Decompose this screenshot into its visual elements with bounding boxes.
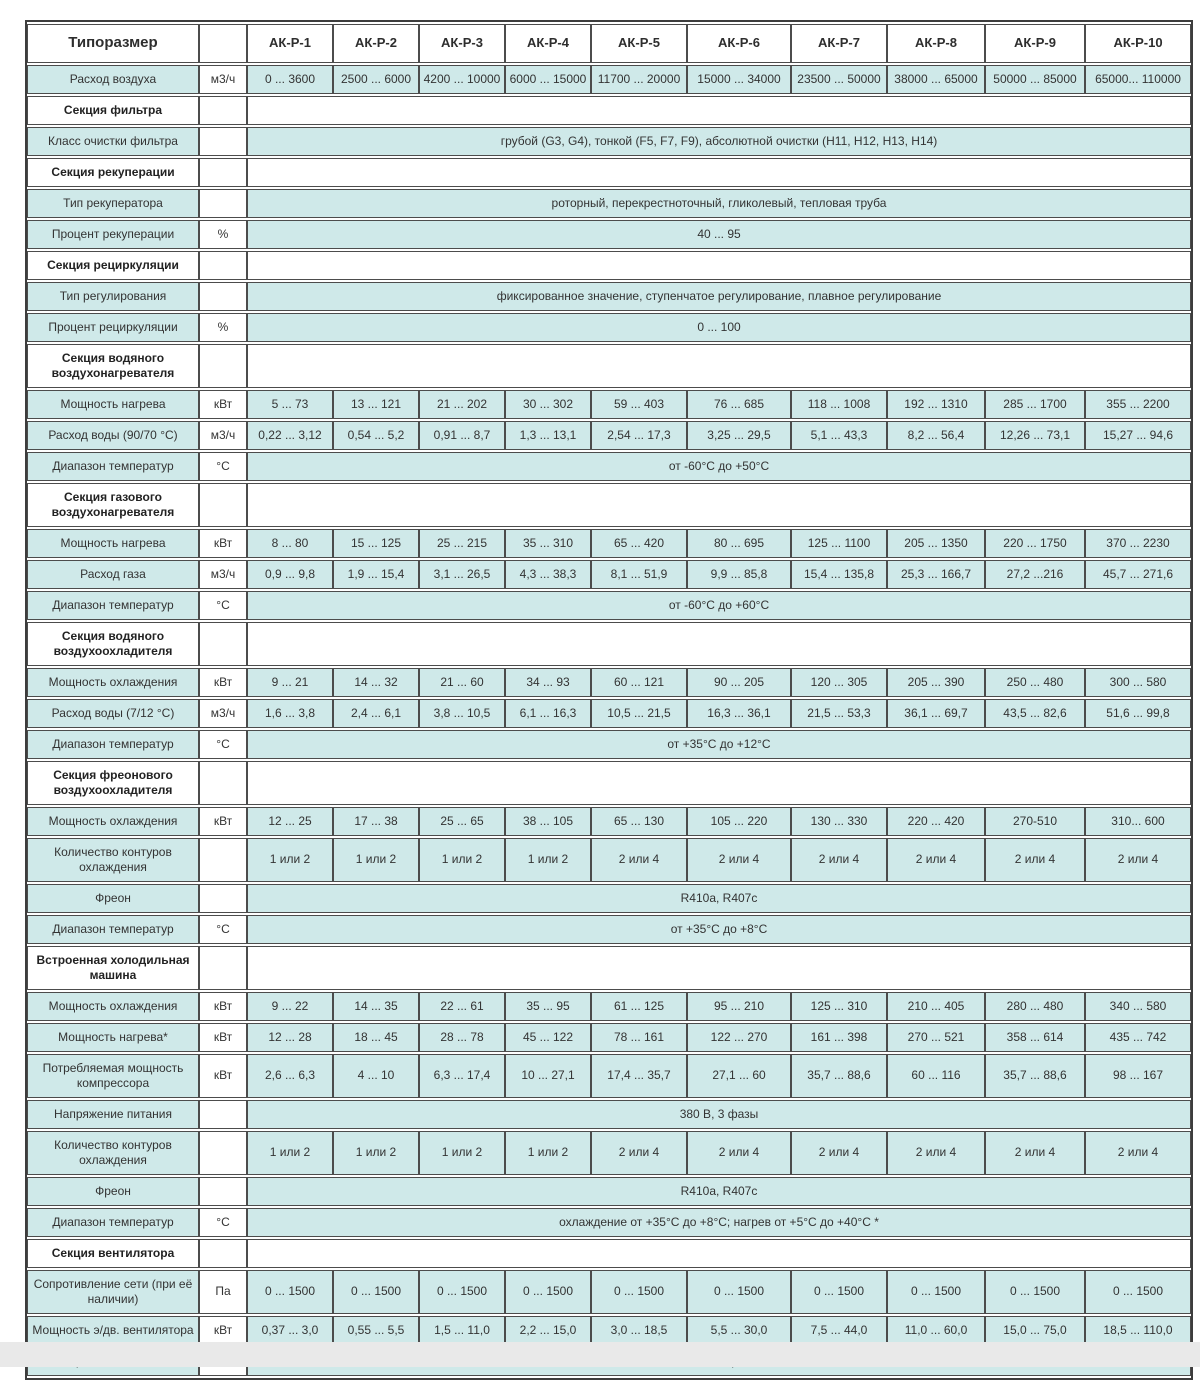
cell-value: 125 ... 310 xyxy=(791,992,887,1021)
cell-value: 2 или 4 xyxy=(687,838,791,882)
cell-value: 17 ... 38 xyxy=(333,807,419,836)
row-label: Класс очистки фильтра xyxy=(27,127,199,156)
cell-value: 358 ... 614 xyxy=(985,1023,1085,1052)
table-row-data xyxy=(27,1316,1191,1345)
cell-value: 2 или 4 xyxy=(591,838,687,882)
table-row-section xyxy=(27,622,1191,666)
cell-value: 2 или 4 xyxy=(791,1131,887,1175)
cell-value: 1 или 2 xyxy=(419,1131,505,1175)
cell-value: 370 ... 2230 xyxy=(1085,529,1191,558)
cell-value: 3,0 ... 18,5 xyxy=(591,1316,687,1345)
cell-value: 3,1 ... 26,5 xyxy=(419,560,505,589)
cell-value: 15,4 ... 135,8 xyxy=(791,560,887,589)
cell-value: 45,7 ... 271,6 xyxy=(1085,560,1191,589)
cell-value: 35 ... 310 xyxy=(505,529,591,558)
cell-value: 5 ... 73 xyxy=(247,390,333,419)
row-unit: кВт xyxy=(199,1023,247,1052)
cell-value: 6000 ... 15000 xyxy=(505,65,591,94)
span-value: от +35°С до +8°С xyxy=(247,915,1191,944)
section-unit-cell xyxy=(199,251,247,280)
cell-value: 161 ... 398 xyxy=(791,1023,887,1052)
cell-value: 0,54 ... 5,2 xyxy=(333,421,419,450)
span-value: от -60°С до +60°С xyxy=(247,591,1191,620)
span-value: R410a, R407c xyxy=(247,1177,1191,1206)
row-unit: Па xyxy=(199,1270,247,1314)
row-unit: м3/ч xyxy=(199,421,247,450)
row-label: Расход воды (7/12 °С) xyxy=(27,699,199,728)
cell-value: 15000 ... 34000 xyxy=(687,65,791,94)
cell-value: 16,3 ... 36,1 xyxy=(687,699,791,728)
cell-value: 60 ... 116 xyxy=(887,1054,985,1098)
row-unit xyxy=(199,1100,247,1129)
row-unit: % xyxy=(199,313,247,342)
cell-value: 50000 ... 85000 xyxy=(985,65,1085,94)
cell-value: 3,25 ... 29,5 xyxy=(687,421,791,450)
row-label: Мощность охлаждения xyxy=(27,807,199,836)
table-row-span xyxy=(27,452,1191,481)
row-unit xyxy=(199,1177,247,1206)
table-row-data xyxy=(27,1131,1191,1175)
cell-value: 2 или 4 xyxy=(591,1131,687,1175)
cell-value: 13 ... 121 xyxy=(333,390,419,419)
cell-value: 0 ... 1500 xyxy=(887,1270,985,1314)
section-title: Секция рециркуляции xyxy=(27,251,199,280)
cell-value: 2 или 4 xyxy=(1085,1131,1191,1175)
table-row-span xyxy=(27,127,1191,156)
row-unit: % xyxy=(199,220,247,249)
cell-value: 45 ... 122 xyxy=(505,1023,591,1052)
cell-value: 35,7 ... 88,6 xyxy=(791,1054,887,1098)
row-unit xyxy=(199,884,247,913)
section-title: Секция газового воздухонагревателя xyxy=(27,483,199,527)
cell-value: 0 ... 1500 xyxy=(687,1270,791,1314)
cell-value: 105 ... 220 xyxy=(687,807,791,836)
row-unit xyxy=(199,838,247,882)
table-row-data xyxy=(27,699,1191,728)
cell-value: 12 ... 28 xyxy=(247,1023,333,1052)
cell-value: 11700 ... 20000 xyxy=(591,65,687,94)
cell-value: 4200 ... 10000 xyxy=(419,65,505,94)
cell-value: 1 или 2 xyxy=(505,838,591,882)
cell-value: 10,5 ... 21,5 xyxy=(591,699,687,728)
cell-value: 60 ... 121 xyxy=(591,668,687,697)
cell-value: 120 ... 305 xyxy=(791,668,887,697)
row-unit xyxy=(199,127,247,156)
row-label: Мощность э/дв. вентилятора xyxy=(27,1316,199,1345)
section-blank-cell xyxy=(247,158,1191,187)
table-row-span xyxy=(27,915,1191,944)
cell-value: 25 ... 215 xyxy=(419,529,505,558)
cell-value: 0 ... 1500 xyxy=(419,1270,505,1314)
section-title: Секция рекуперации xyxy=(27,158,199,187)
cell-value: 21,5 ... 53,3 xyxy=(791,699,887,728)
row-unit xyxy=(199,282,247,311)
cell-value: 78 ... 161 xyxy=(591,1023,687,1052)
cell-value: 340 ... 580 xyxy=(1085,992,1191,1021)
cell-value: 28 ... 78 xyxy=(419,1023,505,1052)
cell-value: 1 или 2 xyxy=(247,838,333,882)
cell-value: 6,1 ... 16,3 xyxy=(505,699,591,728)
cell-value: 1,3 ... 13,1 xyxy=(505,421,591,450)
spec-table-body xyxy=(27,65,1191,1376)
cell-value: 0 ... 1500 xyxy=(591,1270,687,1314)
cell-value: 25 ... 65 xyxy=(419,807,505,836)
cell-value: 192 ... 1310 xyxy=(887,390,985,419)
row-label: Количество контуров охлаждения xyxy=(27,1131,199,1175)
row-label: Тип регулирования xyxy=(27,282,199,311)
section-blank-cell xyxy=(247,344,1191,388)
cell-value: 80 ... 695 xyxy=(687,529,791,558)
cell-value: 38 ... 105 xyxy=(505,807,591,836)
cell-value: 0 ... 1500 xyxy=(247,1270,333,1314)
section-blank-cell xyxy=(247,622,1191,666)
cell-value: 0 ... 1500 xyxy=(505,1270,591,1314)
row-unit: °С xyxy=(199,915,247,944)
cell-value: 2 или 4 xyxy=(887,838,985,882)
section-title: Секция водяного воздухоохладителя xyxy=(27,622,199,666)
cell-value: 43,5 ... 82,6 xyxy=(985,699,1085,728)
cell-value: 0,55 ... 5,5 xyxy=(333,1316,419,1345)
cell-value: 0,91 ... 8,7 xyxy=(419,421,505,450)
cell-value: 122 ... 270 xyxy=(687,1023,791,1052)
cell-value: 18,5 ... 110,0 xyxy=(1085,1316,1191,1345)
row-label: Сопротивление сети (при её наличии) xyxy=(27,1270,199,1314)
section-unit-cell xyxy=(199,483,247,527)
row-label: Расход газа xyxy=(27,560,199,589)
span-value: 40 ... 95 xyxy=(247,220,1191,249)
cell-value: 220 ... 1750 xyxy=(985,529,1085,558)
cell-value: 21 ... 202 xyxy=(419,390,505,419)
span-value: фиксированное значение, ступенчатое регулирование, плавное регулирование xyxy=(247,282,1191,311)
table-row-span xyxy=(27,189,1191,218)
cell-value: 1 или 2 xyxy=(333,838,419,882)
cell-value: 280 ... 480 xyxy=(985,992,1085,1021)
table-row-data xyxy=(27,1054,1191,1098)
row-label: Количество контуров охлаждения xyxy=(27,838,199,882)
cell-value: 2 или 4 xyxy=(985,838,1085,882)
table-row-data xyxy=(27,390,1191,419)
column-header-akr4: АК-Р-4 xyxy=(505,24,591,63)
cell-value: 205 ... 1350 xyxy=(887,529,985,558)
column-header-akr1: АК-Р-1 xyxy=(247,24,333,63)
cell-value: 4,3 ... 38,3 xyxy=(505,560,591,589)
table-row-span xyxy=(27,1208,1191,1237)
header-typesize-label: Типоразмер xyxy=(27,24,199,63)
span-value: охлаждение от +35°С до +8°С; нагрев от +5°С до +40°С * xyxy=(247,1208,1191,1237)
row-unit: м3/ч xyxy=(199,65,247,94)
cell-value: 2500 ... 6000 xyxy=(333,65,419,94)
cell-value: 0 ... 3600 xyxy=(247,65,333,94)
column-header-akr6: АК-Р-6 xyxy=(687,24,791,63)
section-blank-cell xyxy=(247,483,1191,527)
cell-value: 0 ... 1500 xyxy=(1085,1270,1191,1314)
table-row-span xyxy=(27,1177,1191,1206)
cell-value: 0 ... 1500 xyxy=(791,1270,887,1314)
row-label: Расход воды (90/70 °С) xyxy=(27,421,199,450)
table-row-span xyxy=(27,884,1191,913)
cell-value: 12,26 ... 73,1 xyxy=(985,421,1085,450)
cell-value: 9 ... 22 xyxy=(247,992,333,1021)
section-title: Секция фильтра xyxy=(27,96,199,125)
table-row-section xyxy=(27,946,1191,990)
row-label: Тип рекуператора xyxy=(27,189,199,218)
row-label: Диапазон температур xyxy=(27,591,199,620)
row-unit xyxy=(199,1131,247,1175)
table-row-span xyxy=(27,591,1191,620)
section-blank-cell xyxy=(247,1239,1191,1268)
row-unit: °С xyxy=(199,730,247,759)
cell-value: 1,9 ... 15,4 xyxy=(333,560,419,589)
cell-value: 11,0 ... 60,0 xyxy=(887,1316,985,1345)
cell-value: 3,8 ... 10,5 xyxy=(419,699,505,728)
cell-value: 27,2 ...216 xyxy=(985,560,1085,589)
cell-value: 30 ... 302 xyxy=(505,390,591,419)
span-value: R410a, R407c xyxy=(247,884,1191,913)
section-blank-cell xyxy=(247,96,1191,125)
column-header-akr5: АК-Р-5 xyxy=(591,24,687,63)
cell-value: 2 или 4 xyxy=(791,838,887,882)
section-unit-cell xyxy=(199,1239,247,1268)
cell-value: 23500 ... 50000 xyxy=(791,65,887,94)
table-row-data xyxy=(27,668,1191,697)
cell-value: 2,54 ... 17,3 xyxy=(591,421,687,450)
cell-value: 270-510 xyxy=(985,807,1085,836)
cell-value: 10 ... 27,1 xyxy=(505,1054,591,1098)
cell-value: 14 ... 35 xyxy=(333,992,419,1021)
section-unit-cell xyxy=(199,946,247,990)
column-header-akr7: АК-Р-7 xyxy=(791,24,887,63)
cell-value: 1,6 ... 3,8 xyxy=(247,699,333,728)
cell-value: 61 ... 125 xyxy=(591,992,687,1021)
row-label: Мощность нагрева xyxy=(27,529,199,558)
row-label: Потребляемая мощность компрессора xyxy=(27,1054,199,1098)
table-row-data xyxy=(27,1270,1191,1314)
cell-value: 2 или 4 xyxy=(687,1131,791,1175)
cell-value: 90 ... 205 xyxy=(687,668,791,697)
table-row-section xyxy=(27,344,1191,388)
cell-value: 8,2 ... 56,4 xyxy=(887,421,985,450)
cell-value: 5,5 ... 30,0 xyxy=(687,1316,791,1345)
table-row-data xyxy=(27,421,1191,450)
cell-value: 2,4 ... 6,1 xyxy=(333,699,419,728)
table-row-data xyxy=(27,1023,1191,1052)
cell-value: 205 ... 390 xyxy=(887,668,985,697)
span-value: роторный, перекрестноточный, гликолевый, тепловая труба xyxy=(247,189,1191,218)
table-row-section xyxy=(27,483,1191,527)
table-row-section xyxy=(27,1239,1191,1268)
row-unit: кВт xyxy=(199,668,247,697)
table-row-section xyxy=(27,761,1191,805)
cell-value: 34 ... 93 xyxy=(505,668,591,697)
cell-value: 35 ... 95 xyxy=(505,992,591,1021)
cell-value: 1 или 2 xyxy=(505,1131,591,1175)
column-header-akr10: АК-Р-10 xyxy=(1085,24,1191,63)
row-label: Мощность нагрева* xyxy=(27,1023,199,1052)
header-unit-cell xyxy=(199,24,247,63)
column-header-akr9: АК-Р-9 xyxy=(985,24,1085,63)
table-row-span xyxy=(27,730,1191,759)
header-row xyxy=(27,24,1191,63)
table-row-section xyxy=(27,158,1191,187)
cell-value: 6,3 ... 17,4 xyxy=(419,1054,505,1098)
cell-value: 9 ... 21 xyxy=(247,668,333,697)
row-label: Фреон xyxy=(27,884,199,913)
row-unit: м3/ч xyxy=(199,560,247,589)
section-unit-cell xyxy=(199,622,247,666)
row-unit: м3/ч xyxy=(199,699,247,728)
cell-value: 0,22 ... 3,12 xyxy=(247,421,333,450)
cell-value: 65 ... 130 xyxy=(591,807,687,836)
table-row-span xyxy=(27,313,1191,342)
cell-value: 22 ... 61 xyxy=(419,992,505,1021)
footer-bar xyxy=(0,1342,1200,1367)
cell-value: 15 ... 125 xyxy=(333,529,419,558)
cell-value: 9,9 ... 85,8 xyxy=(687,560,791,589)
table-row-span xyxy=(27,220,1191,249)
row-label: Диапазон температур xyxy=(27,452,199,481)
row-unit xyxy=(199,189,247,218)
cell-value: 8 ... 80 xyxy=(247,529,333,558)
cell-value: 2 или 4 xyxy=(985,1131,1085,1175)
cell-value: 1 или 2 xyxy=(333,1131,419,1175)
cell-value: 38000 ... 65000 xyxy=(887,65,985,94)
column-header-akr8: АК-Р-8 xyxy=(887,24,985,63)
table-row-span xyxy=(27,282,1191,311)
cell-value: 14 ... 32 xyxy=(333,668,419,697)
row-label: Мощность нагрева xyxy=(27,390,199,419)
span-value: грубой (G3, G4), тонкой (F5, F7, F9), абсолютной очистки (H11, H12, H13, H14) xyxy=(247,127,1191,156)
cell-value: 0,37 ... 3,0 xyxy=(247,1316,333,1345)
cell-value: 0 ... 1500 xyxy=(985,1270,1085,1314)
row-label: Расход воздуха xyxy=(27,65,199,94)
section-unit-cell xyxy=(199,344,247,388)
span-value: 0 ... 100 xyxy=(247,313,1191,342)
cell-value: 2 или 4 xyxy=(1085,838,1191,882)
section-title: Секция вентилятора xyxy=(27,1239,199,1268)
cell-value: 15,0 ... 75,0 xyxy=(985,1316,1085,1345)
span-value: от +35°С до +12°С xyxy=(247,730,1191,759)
cell-value: 7,5 ... 44,0 xyxy=(791,1316,887,1345)
row-unit: °С xyxy=(199,591,247,620)
cell-value: 355 ... 2200 xyxy=(1085,390,1191,419)
row-unit: кВт xyxy=(199,992,247,1021)
cell-value: 1,5 ... 11,0 xyxy=(419,1316,505,1345)
cell-value: 35,7 ... 88,6 xyxy=(985,1054,1085,1098)
section-blank-cell xyxy=(247,761,1191,805)
cell-value: 125 ... 1100 xyxy=(791,529,887,558)
row-label: Диапазон температур xyxy=(27,1208,199,1237)
cell-value: 1 или 2 xyxy=(247,1131,333,1175)
table-row-data xyxy=(27,529,1191,558)
cell-value: 220 ... 420 xyxy=(887,807,985,836)
cell-value: 2,6 ... 6,3 xyxy=(247,1054,333,1098)
cell-value: 51,6 ... 99,8 xyxy=(1085,699,1191,728)
cell-value: 98 ... 167 xyxy=(1085,1054,1191,1098)
cell-value: 25,3 ... 166,7 xyxy=(887,560,985,589)
row-unit: кВт xyxy=(199,390,247,419)
span-value: от -60°С до +50°С xyxy=(247,452,1191,481)
row-unit: кВт xyxy=(199,529,247,558)
cell-value: 15,27 ... 94,6 xyxy=(1085,421,1191,450)
cell-value: 18 ... 45 xyxy=(333,1023,419,1052)
row-label: Диапазон температур xyxy=(27,915,199,944)
column-header-akr3: АК-Р-3 xyxy=(419,24,505,63)
cell-value: 285 ... 1700 xyxy=(985,390,1085,419)
cell-value: 310... 600 xyxy=(1085,807,1191,836)
spec-table xyxy=(25,20,1193,1380)
table-row-data xyxy=(27,65,1191,94)
cell-value: 76 ... 685 xyxy=(687,390,791,419)
row-label: Мощность охлаждения xyxy=(27,668,199,697)
section-blank-cell xyxy=(247,251,1191,280)
span-value: 380 В, 3 фазы xyxy=(247,1100,1191,1129)
cell-value: 118 ... 1008 xyxy=(791,390,887,419)
row-label: Диапазон температур xyxy=(27,730,199,759)
cell-value: 300 ... 580 xyxy=(1085,668,1191,697)
table-row-data xyxy=(27,838,1191,882)
cell-value: 435 ... 742 xyxy=(1085,1023,1191,1052)
cell-value: 0,9 ... 9,8 xyxy=(247,560,333,589)
cell-value: 17,4 ... 35,7 xyxy=(591,1054,687,1098)
cell-value: 27,1 ... 60 xyxy=(687,1054,791,1098)
cell-value: 210 ... 405 xyxy=(887,992,985,1021)
cell-value: 2 или 4 xyxy=(887,1131,985,1175)
section-blank-cell xyxy=(247,946,1191,990)
row-label: Процент рекуперации xyxy=(27,220,199,249)
section-unit-cell xyxy=(199,96,247,125)
row-unit: кВт xyxy=(199,1316,247,1345)
row-label: Напряжение питания xyxy=(27,1100,199,1129)
cell-value: 130 ... 330 xyxy=(791,807,887,836)
row-unit: °С xyxy=(199,1208,247,1237)
section-title: Секция фреонового воздухоохладителя xyxy=(27,761,199,805)
cell-value: 36,1 ... 69,7 xyxy=(887,699,985,728)
cell-value: 0 ... 1500 xyxy=(333,1270,419,1314)
cell-value: 1 или 2 xyxy=(419,838,505,882)
cell-value: 59 ... 403 xyxy=(591,390,687,419)
row-label: Процент рециркуляции xyxy=(27,313,199,342)
cell-value: 95 ... 210 xyxy=(687,992,791,1021)
row-label: Фреон xyxy=(27,1177,199,1206)
cell-value: 4 ... 10 xyxy=(333,1054,419,1098)
cell-value: 65 ... 420 xyxy=(591,529,687,558)
table-row-data xyxy=(27,560,1191,589)
cell-value: 8,1 ... 51,9 xyxy=(591,560,687,589)
row-unit: °С xyxy=(199,452,247,481)
table-row-data xyxy=(27,992,1191,1021)
cell-value: 65000... 110000 xyxy=(1085,65,1191,94)
table-row-data xyxy=(27,807,1191,836)
row-label: Мощность охлаждения xyxy=(27,992,199,1021)
cell-value: 270 ... 521 xyxy=(887,1023,985,1052)
cell-value: 21 ... 60 xyxy=(419,668,505,697)
section-unit-cell xyxy=(199,158,247,187)
section-title: Встроенная холодильная машина xyxy=(27,946,199,990)
table-row-section xyxy=(27,251,1191,280)
cell-value: 2,2 ... 15,0 xyxy=(505,1316,591,1345)
cell-value: 250 ... 480 xyxy=(985,668,1085,697)
table-row-span xyxy=(27,1100,1191,1129)
cell-value: 5,1 ... 43,3 xyxy=(791,421,887,450)
row-unit: кВт xyxy=(199,807,247,836)
section-title: Секция водяного воздухонагревателя xyxy=(27,344,199,388)
section-unit-cell xyxy=(199,761,247,805)
column-header-akr2: АК-Р-2 xyxy=(333,24,419,63)
row-unit: кВт xyxy=(199,1054,247,1098)
cell-value: 12 ... 25 xyxy=(247,807,333,836)
table-row-section xyxy=(27,96,1191,125)
